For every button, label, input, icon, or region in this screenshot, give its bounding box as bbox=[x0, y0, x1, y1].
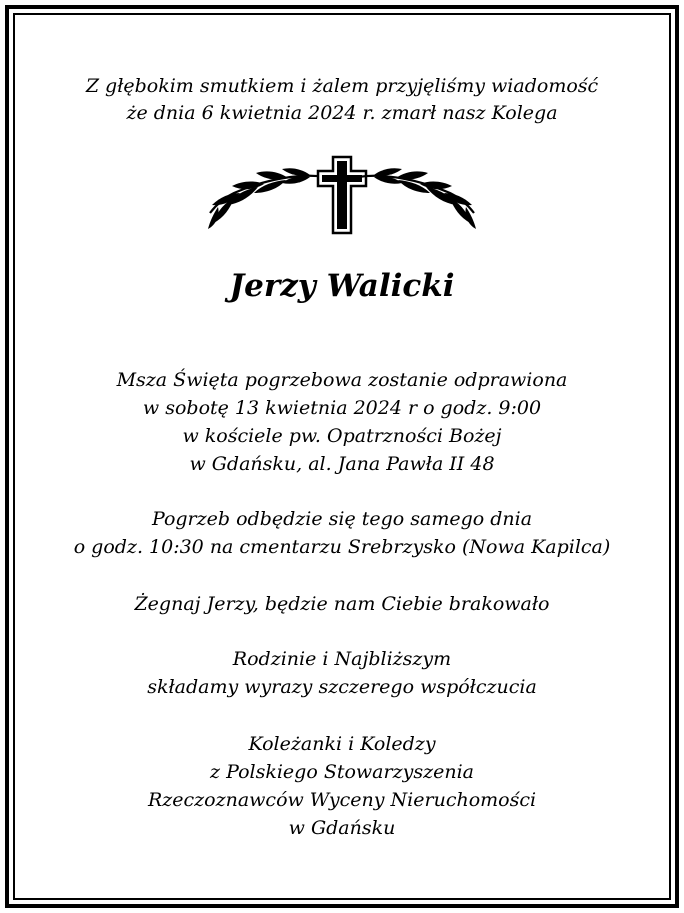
signature bbox=[20, 730, 664, 842]
mass-line: Msza Święta pogrzebowa zostanie odprawiona bbox=[116, 369, 568, 391]
signature-line: z Polskiego Stowarzyszenia bbox=[210, 761, 474, 783]
mass-line: w Gdańsku, al. Jana Pawła II 48 bbox=[189, 453, 495, 475]
farewell-text bbox=[20, 590, 664, 618]
intro-line: Z głębokim smutkiem i żalem przyjęliśmy wiadomość bbox=[85, 75, 599, 97]
condolence-line: składamy wyrazy szczerego współczucia bbox=[147, 676, 537, 698]
mass-line: w kościele pw. Opatrzności Bożej bbox=[182, 425, 502, 447]
cross-icon bbox=[318, 157, 366, 233]
right-olive-branch-icon bbox=[358, 168, 476, 229]
signature-line: Rzeczoznawców Wyceny Nieruchomości bbox=[147, 789, 537, 811]
intro-text bbox=[20, 73, 664, 127]
condolence-line: Rodzinie i Najbliższym bbox=[232, 648, 452, 670]
mass-line: w sobotę 13 kwietnia 2024 r o godz. 9:00 bbox=[142, 397, 542, 419]
left-olive-branch-icon bbox=[208, 168, 326, 229]
cross-with-olive-branches-icon bbox=[206, 153, 478, 235]
signature-line: Koleżanki i Koledzy bbox=[248, 733, 436, 755]
deceased-name: Jerzy Walicki bbox=[229, 268, 455, 304]
intro-line: że dnia 6 kwietnia 2024 r. zmarł nasz Kolega bbox=[126, 102, 558, 124]
burial-line: Pogrzeb odbędzie się tego samego dnia bbox=[151, 508, 533, 530]
funeral-mass-info bbox=[20, 366, 664, 478]
burial-info bbox=[20, 505, 664, 561]
signature-line: w Gdańsku bbox=[288, 817, 396, 839]
burial-line: o godz. 10:30 na cmentarzu Srebrzysko (Nowa Kapilca) bbox=[73, 536, 611, 558]
farewell-line: Żegnaj Jerzy, będzie nam Ciebie brakowało bbox=[134, 593, 550, 615]
condolence-text bbox=[20, 645, 664, 701]
